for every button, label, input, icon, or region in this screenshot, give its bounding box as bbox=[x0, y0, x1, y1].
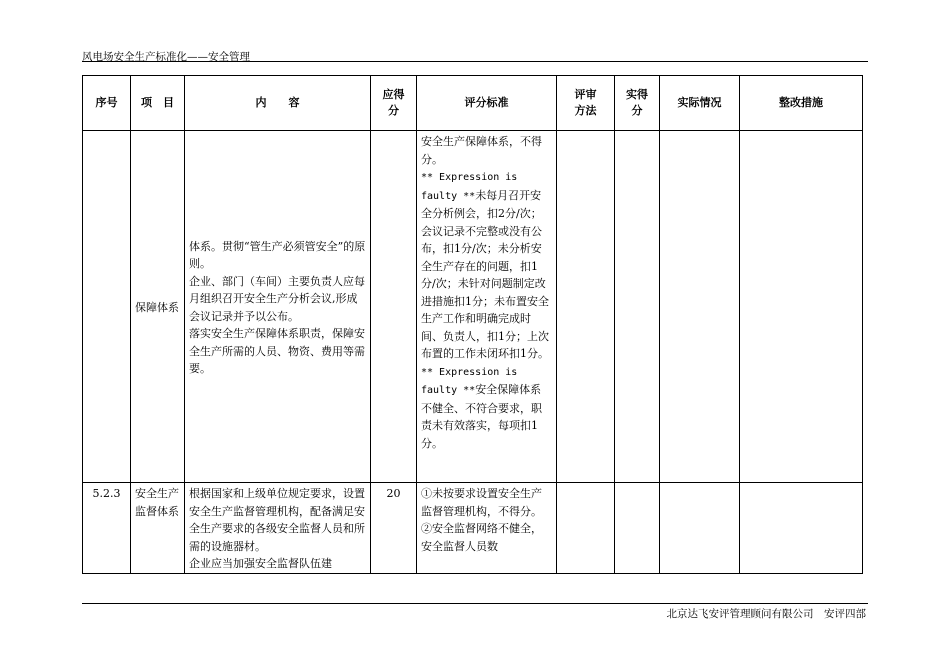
table-header-row bbox=[83, 76, 863, 131]
row-criteria bbox=[417, 483, 557, 574]
row-content: 体系。贯彻“管生产必须管安全”的原则。 企业、部门（车间）主要负责人应每月组织召开安全生产分析会议,形成会议记录并予以公布。 落实安全生产保障体系职责，保障安全生产所需的人员、物资、费用等需要。 bbox=[185, 131, 371, 483]
criteria-item: ②安全监督网络不健全，安全监督人员数 bbox=[421, 522, 542, 553]
col-header-score: 应得 分 bbox=[371, 76, 417, 131]
col-header-no: 序号 bbox=[83, 76, 131, 131]
header-divider bbox=[82, 61, 868, 62]
criteria-text: 安全保障体系不健全、不符合要求，职责未有效落实，每项扣1分。 bbox=[421, 383, 542, 450]
row-no: 5.2.3 bbox=[83, 483, 131, 574]
criteria-expression: ** Expression is faulty ** bbox=[421, 366, 518, 396]
table-row bbox=[83, 131, 863, 483]
row-method bbox=[557, 483, 615, 574]
row-measures bbox=[740, 131, 863, 483]
col-header-actual-score: 实得 分 bbox=[615, 76, 660, 131]
criteria-item: ①未按要求设置安全生产监督管理机构，不得分。 bbox=[421, 487, 542, 518]
col-header-measures: 整改措施 bbox=[740, 76, 863, 131]
criteria-text: 未每月召开安全分析例会，扣2分/次；会议记录不完整或没有公布，扣1分/次；未分析安全生产存在的问题，扣1分/次；未针对问题制定改进措施扣1分；未布置安全生产工作和明确完成时间、负责人，扣1分；上次布置的工作未闭环扣1分。 bbox=[421, 188, 549, 360]
row-score bbox=[371, 131, 417, 483]
col-header-content-label: 内 容 bbox=[255, 96, 300, 109]
criteria-item: 安全生产保障体系，不得分。 bbox=[421, 135, 542, 166]
criteria-expression: ** Expression is faulty ** bbox=[421, 172, 518, 202]
col-header-item-label: 项 目 bbox=[141, 96, 174, 109]
footer-divider bbox=[82, 603, 868, 604]
row-item: 安全生产监督体系 bbox=[131, 483, 185, 574]
col-header-method: 评审 方法 bbox=[557, 76, 615, 131]
evaluation-table bbox=[82, 75, 863, 574]
col-header-situation: 实际情况 bbox=[660, 76, 740, 131]
col-header-item bbox=[131, 76, 185, 131]
row-measures bbox=[740, 483, 863, 574]
row-method bbox=[557, 131, 615, 483]
row-criteria bbox=[417, 131, 557, 483]
col-header-content bbox=[185, 76, 371, 131]
col-header-criteria: 评分标准 bbox=[417, 76, 557, 131]
row-score: 20 bbox=[371, 483, 417, 574]
table-row bbox=[83, 483, 863, 574]
row-content: 根据国家和上级单位规定要求，设置安全生产监督管理机构，配备满足安全生产要求的各级安全监督人员和所需的设施器材。 企业应当加强安全监督队伍建 bbox=[185, 483, 371, 574]
page-footer-company: 北京达飞安评管理顾问有限公司 安评四部 bbox=[666, 608, 866, 620]
row-item: 保障体系 bbox=[131, 131, 185, 483]
page-header-title: 风电场安全生产标准化——安全管理 bbox=[82, 51, 250, 63]
row-situation bbox=[660, 483, 740, 574]
row-situation bbox=[660, 131, 740, 483]
row-actual-score bbox=[615, 131, 660, 483]
criteria-item bbox=[421, 363, 552, 453]
criteria-item bbox=[421, 168, 552, 363]
row-actual-score bbox=[615, 483, 660, 574]
row-no bbox=[83, 131, 131, 483]
